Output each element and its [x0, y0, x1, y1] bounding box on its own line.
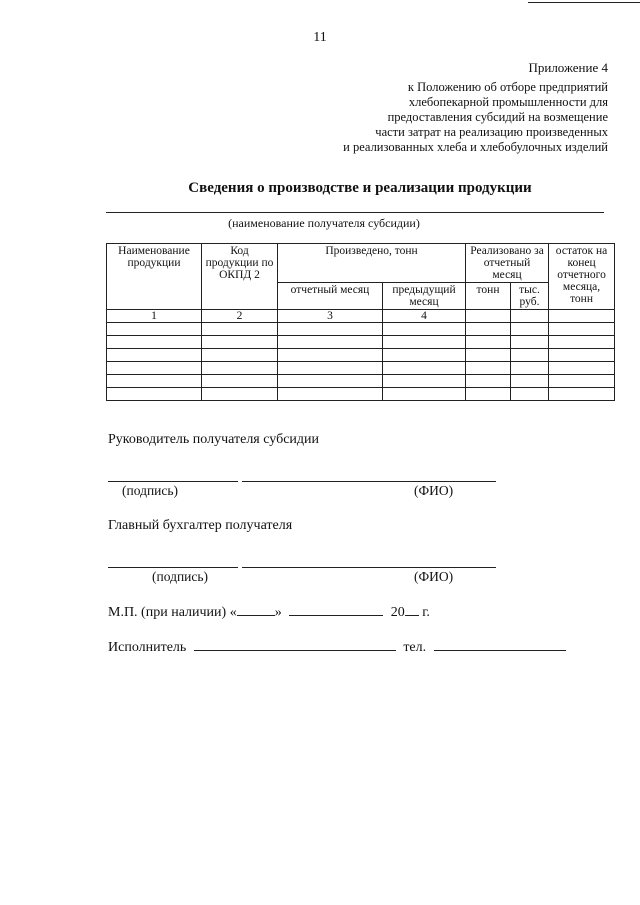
table-cell[interactable] [202, 323, 278, 336]
table-cell[interactable] [107, 362, 202, 375]
regulation-line: части затрат на реализацию произведенных [375, 125, 608, 139]
year-prefix: 20 [390, 605, 405, 620]
table-cell[interactable] [466, 362, 511, 375]
subheader-thousand-rub: тыс. руб. [511, 283, 549, 310]
table-row [107, 323, 615, 336]
table-cell[interactable] [383, 362, 466, 375]
table-cell[interactable] [511, 349, 549, 362]
table-cell[interactable] [278, 375, 383, 388]
table-cell[interactable] [278, 349, 383, 362]
table-cell[interactable] [202, 336, 278, 349]
table-cell[interactable] [549, 349, 615, 362]
header-code: Код продукции по ОКПД 2 [202, 244, 278, 310]
day-blank[interactable] [237, 603, 275, 616]
table-cell[interactable] [107, 336, 202, 349]
subheader-previous-month: предыдущий месяц [383, 283, 466, 310]
head-name-line[interactable] [242, 481, 496, 482]
table-cell[interactable] [549, 362, 615, 375]
table-cell[interactable] [107, 349, 202, 362]
table-cell[interactable] [202, 349, 278, 362]
year-blank[interactable] [405, 603, 419, 616]
table-cell[interactable] [278, 362, 383, 375]
head-label: Руководитель получателя субсидии [108, 432, 320, 447]
head-signature-line[interactable] [108, 481, 238, 482]
table-header-row [107, 244, 615, 283]
mp-prefix: М.П. (при наличии) « [108, 605, 237, 620]
table-cell[interactable] [202, 362, 278, 375]
subheader-tons: тонн [466, 283, 511, 310]
table-cell[interactable] [202, 388, 278, 401]
document-title: Сведения о производстве и реализации продукции [188, 180, 532, 196]
header-produced: Произведено, тонн [278, 244, 466, 283]
table-cell[interactable] [383, 323, 466, 336]
column-number: 4 [383, 310, 466, 323]
seal-date-row [108, 603, 430, 621]
accountant-name-caption: (ФИО) [414, 569, 454, 584]
head-name-caption: (ФИО) [414, 483, 454, 498]
recipient-name-line [106, 212, 604, 213]
mp-quote-close: » [274, 605, 282, 620]
table-cell[interactable] [383, 349, 466, 362]
phone-label: тел. [403, 640, 427, 655]
table-cell[interactable] [511, 323, 549, 336]
recipient-caption: (наименование получателя субсидии) [228, 216, 420, 230]
table-cell[interactable] [511, 375, 549, 388]
header-sold: Реализовано за отчетный месяц [466, 244, 549, 283]
phone-blank[interactable] [434, 638, 566, 651]
table-cell[interactable] [466, 388, 511, 401]
table-cell[interactable] [278, 323, 383, 336]
table-cell[interactable] [511, 362, 549, 375]
table-cell[interactable] [549, 336, 615, 349]
table-cell[interactable] [466, 375, 511, 388]
executor-row [108, 638, 566, 656]
production-table [106, 243, 615, 401]
regulation-line: и реализованных хлеба и хлебобулочных изделий [343, 140, 608, 154]
table-cell[interactable] [107, 323, 202, 336]
regulation-line: предоставления субсидий на возмещение [387, 110, 608, 124]
column-number: 3 [278, 310, 383, 323]
table-cell [511, 310, 549, 323]
table-cell[interactable] [278, 388, 383, 401]
table-row [107, 375, 615, 388]
table-number-row [107, 310, 615, 323]
table-cell[interactable] [549, 388, 615, 401]
table-cell[interactable] [107, 375, 202, 388]
table-cell[interactable] [466, 336, 511, 349]
table-row [107, 388, 615, 401]
regulation-line: к Положению об отборе предприятий [407, 80, 608, 94]
table-cell[interactable] [202, 375, 278, 388]
accountant-signature-line[interactable] [108, 567, 238, 568]
table-cell[interactable] [549, 323, 615, 336]
executor-label: Исполнитель [108, 640, 187, 655]
head-signature-caption: (подпись) [122, 483, 179, 498]
executor-blank[interactable] [194, 638, 396, 651]
column-number: 2 [202, 310, 278, 323]
header-remainder: остаток на конец отчетного месяца, тонн [549, 244, 615, 310]
table-cell[interactable] [466, 349, 511, 362]
accountant-name-line[interactable] [242, 567, 496, 568]
table-cell [466, 310, 511, 323]
table-cell[interactable] [511, 336, 549, 349]
table-row [107, 362, 615, 375]
page-number: 11 [313, 30, 327, 45]
table-cell[interactable] [466, 323, 511, 336]
subheader-current-month: отчетный месяц [278, 283, 383, 310]
table-row [107, 336, 615, 349]
accountant-label: Главный бухгалтер получателя [108, 518, 293, 533]
table-cell[interactable] [383, 388, 466, 401]
header-product: Наименование продукции [107, 244, 202, 310]
table-cell[interactable] [278, 336, 383, 349]
table-cell [549, 310, 615, 323]
regulation-line: хлебопекарной промышленности для [408, 95, 608, 109]
table-cell[interactable] [107, 388, 202, 401]
appendix-label: Приложение 4 [528, 60, 608, 75]
column-number: 1 [107, 310, 202, 323]
table-row [107, 349, 615, 362]
top-rule [528, 2, 640, 3]
regulation-reference [278, 80, 608, 155]
month-blank[interactable] [289, 603, 383, 616]
table-cell[interactable] [383, 336, 466, 349]
table-cell[interactable] [383, 375, 466, 388]
table-cell[interactable] [511, 388, 549, 401]
year-suffix: г. [422, 605, 430, 620]
table-cell[interactable] [549, 375, 615, 388]
accountant-signature-caption: (подпись) [152, 569, 209, 584]
